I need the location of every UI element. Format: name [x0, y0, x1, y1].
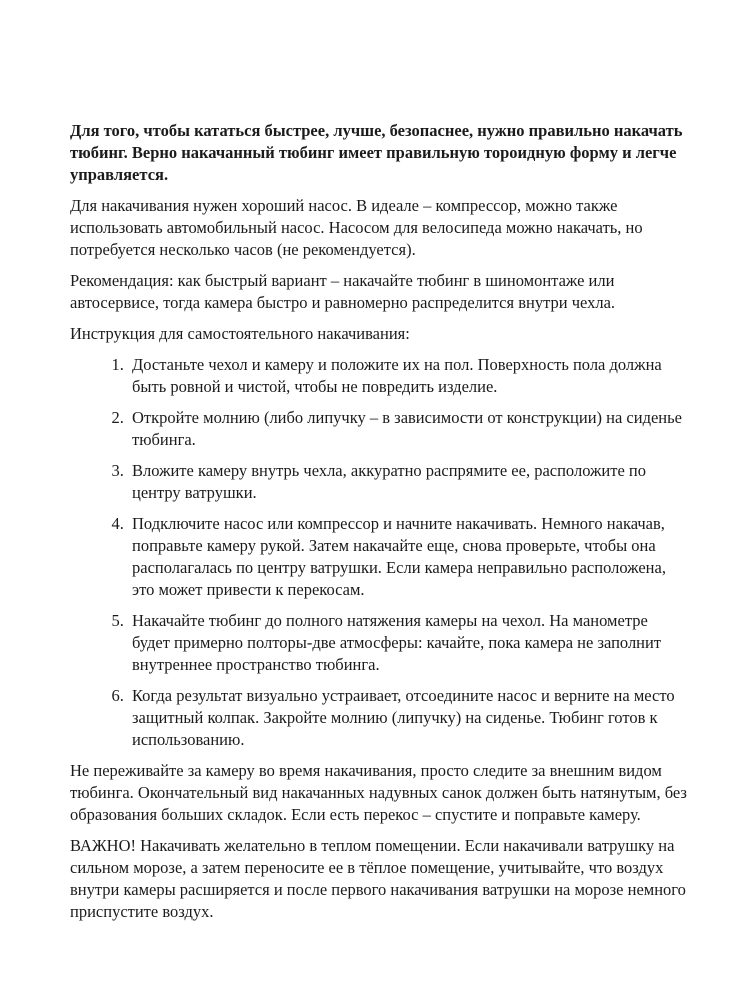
- list-item-step-6: 6. Когда результат визуально устраивает, отсоедините насос и верните на место защитный колпак. Закройте молнию (липучку) на сиденье. Тюбинг готов к использованию.: [128, 685, 687, 751]
- closing-paragraph: Не переживайте за камеру во время накачивания, просто следите за внешним видом тюбинга. Окончательный вид накачанных надувных санок должен быть натянутым, без образования больших складок. Если есть перекос – спустите и поправьте камеру.: [70, 761, 687, 824]
- intro-paragraph: Для того, чтобы кататься быстрее, лучше, безопаснее, нужно правильно накачать тюбинг. Верно накачанный тюбинг имеет правильную тороидную форму и легче управляется.: [70, 121, 683, 184]
- important-note-paragraph: ВАЖНО! Накачивать желательно в теплом помещении. Если накачивали ватрушку на сильном морозе, а затем переносите ее в тёплое помещение, учитывайте, что воздух внутри камеры расширяется и после первого накачивания ватрушки на морозе немного приспустите воздух.: [70, 836, 686, 921]
- list-item-step-3: 3. Вложите камеру внутрь чехла, аккуратно распрямите ее, расположите по центру ватрушки.: [128, 460, 687, 504]
- list-item-step-2: 2. Откройте молнию (либо липучку – в зависимости от конструкции) на сиденье тюбинга.: [128, 407, 687, 451]
- document-body: [70, 120, 687, 923]
- paragraph-pump: Для накачивания нужен хороший насос. В идеале – компрессор, можно также использовать автомобильный насос. Насосом для велосипеда можно накачать, но потребуется несколько часов (не рекомендуется).: [70, 196, 643, 259]
- paragraph-instruction-heading: Инструкция для самостоятельного накачивания:: [70, 324, 410, 343]
- list-item-step-5: 5. Накачайте тюбинг до полного натяжения камеры на чехол. На манометре будет примерно полторы-две атмосферы: качайте, пока камера не заполнит внутреннее пространство тюбинга.: [128, 610, 687, 676]
- paragraph-recommendation: Рекомендация: как быстрый вариант – накачайте тюбинг в шиномонтаже или автосервисе, тогда камера быстро и равномерно распределится внутри чехла.: [70, 271, 616, 312]
- instruction-list: [70, 354, 687, 751]
- list-item-step-4: 4. Подключите насос или компрессор и начните накачивать. Немного накачав, поправьте камеру рукой. Затем накачайте еще, снова проверьте, чтобы она располагалась по центру ватрушки. Если камера неправильно расположена, это может привести к перекосам.: [128, 513, 687, 601]
- list-item-step-1: 1. Достаньте чехол и камеру и положите их на пол. Поверхность пола должна быть ровной и чистой, чтобы не повредить изделие.: [128, 354, 687, 398]
